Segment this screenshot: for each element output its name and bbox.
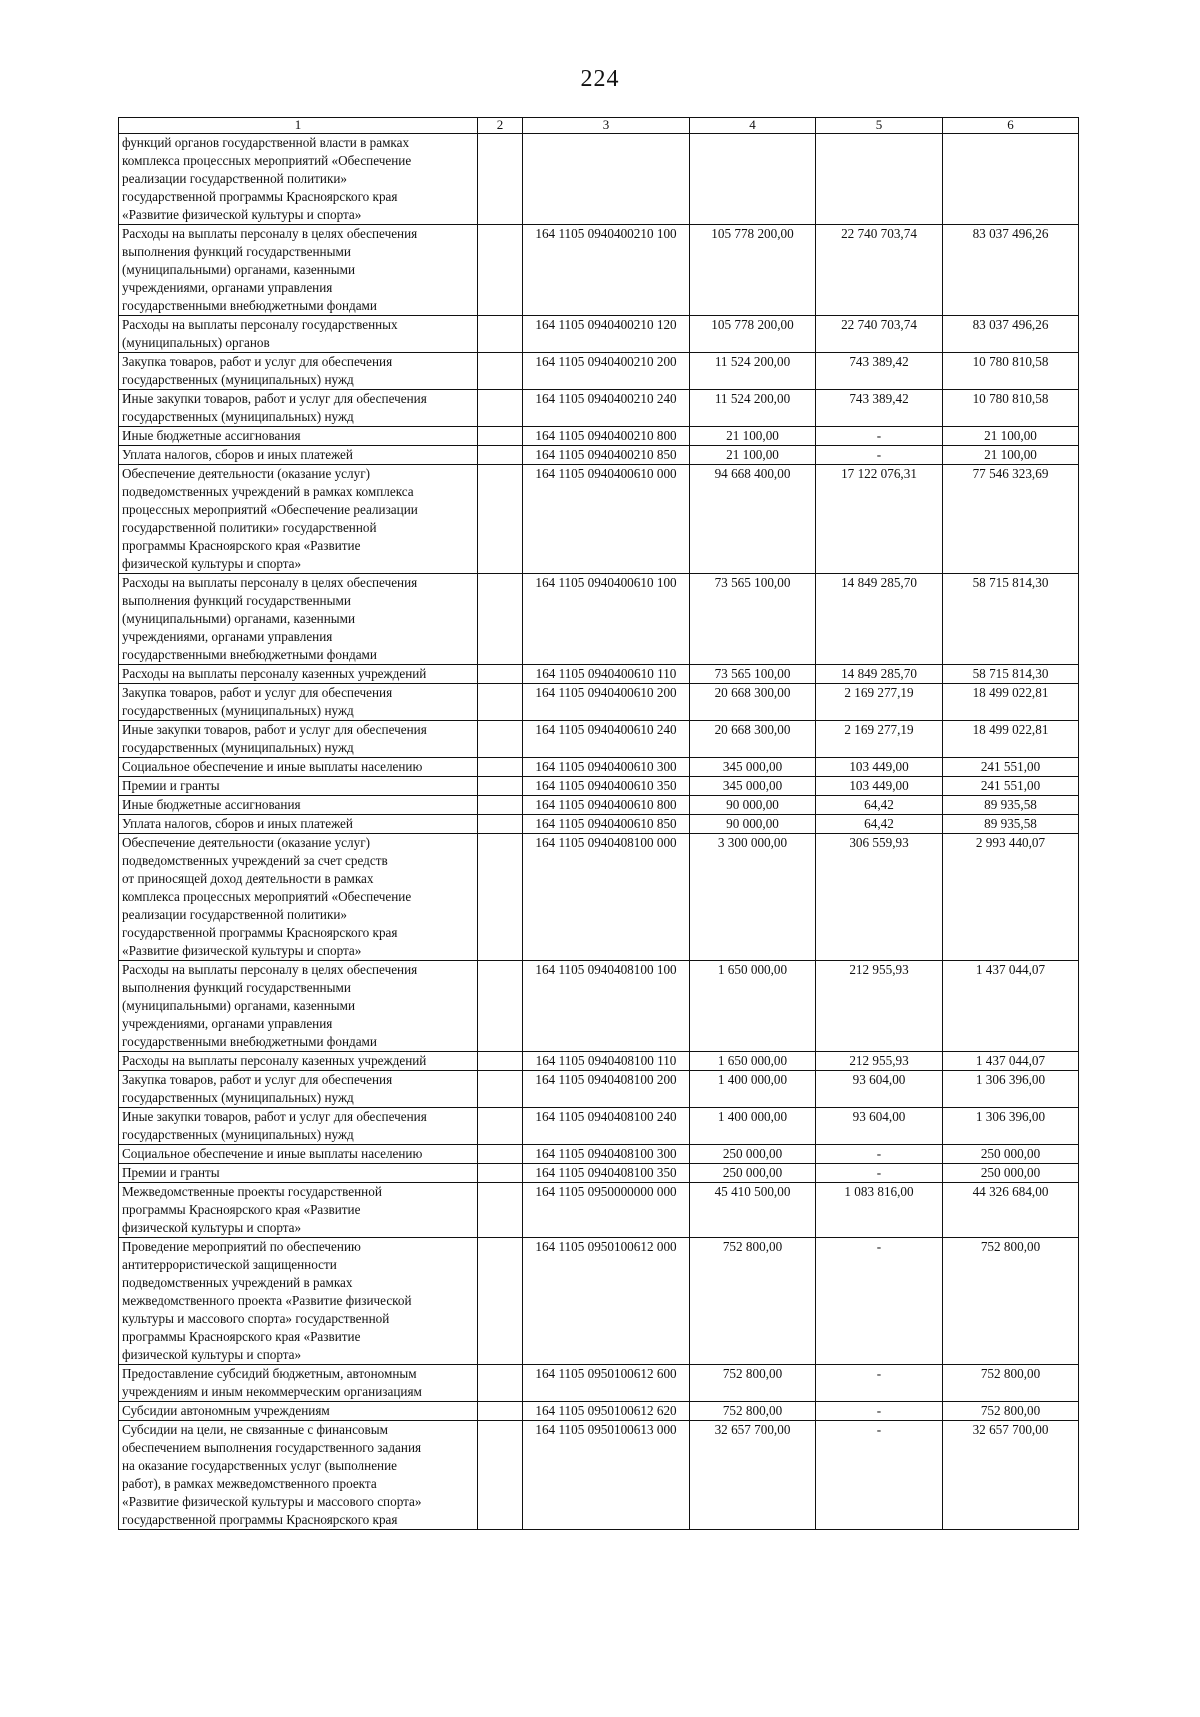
row-name-line: Иные бюджетные ассигнования xyxy=(122,428,301,443)
row-name-cell xyxy=(119,225,478,316)
table-row xyxy=(119,1238,1079,1365)
row-code-cell: 164 1105 0940408100 300 xyxy=(523,1145,690,1164)
row-remaining-cell: 1 306 396,00 xyxy=(943,1108,1079,1145)
row-remaining-cell: 32 657 700,00 xyxy=(943,1421,1079,1530)
row-code-cell: 164 1105 0940400210 100 xyxy=(523,225,690,316)
row-name-cell xyxy=(119,1145,478,1164)
row-remaining-cell: 241 551,00 xyxy=(943,758,1079,777)
row-name-line: выполнения функций государственными xyxy=(122,244,351,259)
table-row xyxy=(119,815,1079,834)
row-code-cell: 164 1105 0940400610 850 xyxy=(523,815,690,834)
row-plan-cell: 250 000,00 xyxy=(690,1164,816,1183)
table-row xyxy=(119,134,1079,225)
row-name-line: программы Красноярского края «Развитие xyxy=(122,1329,361,1344)
row-plan-cell: 94 668 400,00 xyxy=(690,465,816,574)
row-name-line: «Развитие физической культуры и спорта» xyxy=(122,207,362,222)
row-code-cell: 164 1105 0950100612 620 xyxy=(523,1402,690,1421)
row-plan-cell: 1 400 000,00 xyxy=(690,1071,816,1108)
row-executed-cell: 93 604,00 xyxy=(816,1071,943,1108)
row-remaining-cell: 89 935,58 xyxy=(943,815,1079,834)
row-code-cell: 164 1105 0940408100 100 xyxy=(523,961,690,1052)
table-row xyxy=(119,446,1079,465)
row-code-cell: 164 1105 0940400610 200 xyxy=(523,684,690,721)
row-name-line: от приносящей доход деятельности в рамках xyxy=(122,871,374,886)
row-col2-cell xyxy=(478,777,523,796)
row-name-line: обеспечением выполнения государственного задания xyxy=(122,1440,422,1455)
row-name-cell xyxy=(119,665,478,684)
row-name-line: Расходы на выплаты персоналу в целях обеспечения xyxy=(122,962,418,977)
row-name-cell xyxy=(119,1402,478,1421)
row-name-line: Иные закупки товаров, работ и услуг для обеспечения xyxy=(122,1109,427,1124)
table-row xyxy=(119,1365,1079,1402)
row-name-line: Иные закупки товаров, работ и услуг для обеспечения xyxy=(122,391,427,406)
row-plan-cell: 11 524 200,00 xyxy=(690,353,816,390)
row-plan-cell: 3 300 000,00 xyxy=(690,834,816,961)
column-header: 4 xyxy=(690,118,816,134)
row-plan-cell xyxy=(690,134,816,225)
table-row xyxy=(119,1145,1079,1164)
table-row xyxy=(119,574,1079,665)
row-name-line: программы Красноярского края «Развитие xyxy=(122,538,361,553)
row-name-line: Субсидии автономным учреждениям xyxy=(122,1403,330,1418)
row-remaining-cell: 89 935,58 xyxy=(943,796,1079,815)
row-executed-cell: - xyxy=(816,1421,943,1530)
row-name-line: Расходы на выплаты персоналу в целях обеспечения xyxy=(122,575,418,590)
row-name-line: физической культуры и спорта» xyxy=(122,1220,302,1235)
row-name-line: «Развитие физической культуры и массового спорта» xyxy=(122,1494,422,1509)
row-name-line: Закупка товаров, работ и услуг для обеспечения xyxy=(122,1072,393,1087)
row-executed-cell: 212 955,93 xyxy=(816,1052,943,1071)
table-row xyxy=(119,1071,1079,1108)
row-plan-cell: 345 000,00 xyxy=(690,777,816,796)
row-name-cell xyxy=(119,758,478,777)
row-name-cell xyxy=(119,777,478,796)
row-col2-cell xyxy=(478,1145,523,1164)
row-plan-cell: 21 100,00 xyxy=(690,427,816,446)
row-plan-cell: 1 650 000,00 xyxy=(690,1052,816,1071)
row-code-cell: 164 1105 0940400610 300 xyxy=(523,758,690,777)
row-plan-cell: 90 000,00 xyxy=(690,815,816,834)
row-name-line: выполнения функций государственными xyxy=(122,980,351,995)
row-name-cell xyxy=(119,796,478,815)
row-name-line: Иные бюджетные ассигнования xyxy=(122,797,301,812)
row-col2-cell xyxy=(478,465,523,574)
row-name-cell xyxy=(119,353,478,390)
row-col2-cell xyxy=(478,1108,523,1145)
row-name-line: Межведомственные проекты государственной xyxy=(122,1184,382,1199)
table-row xyxy=(119,225,1079,316)
row-executed-cell: 14 849 285,70 xyxy=(816,574,943,665)
table-row xyxy=(119,465,1079,574)
row-name-cell xyxy=(119,134,478,225)
row-executed-cell: - xyxy=(816,1145,943,1164)
column-header: 1 xyxy=(119,118,478,134)
row-name-line: культуры и массового спорта» государственной xyxy=(122,1311,390,1326)
row-name-line: Обеспечение деятельности (оказание услуг) xyxy=(122,835,371,850)
row-name-cell xyxy=(119,390,478,427)
row-plan-cell: 90 000,00 xyxy=(690,796,816,815)
table-row xyxy=(119,316,1079,353)
row-name-line: Расходы на выплаты персоналу казенных учреждений xyxy=(122,1053,427,1068)
row-code-cell: 164 1105 0940400610 240 xyxy=(523,721,690,758)
row-plan-cell: 73 565 100,00 xyxy=(690,665,816,684)
row-name-line: государственной политики» государственной xyxy=(122,520,377,535)
table-header-row xyxy=(119,118,1079,134)
row-plan-cell: 32 657 700,00 xyxy=(690,1421,816,1530)
row-executed-cell: 743 389,42 xyxy=(816,390,943,427)
row-remaining-cell: 752 800,00 xyxy=(943,1402,1079,1421)
row-code-cell: 164 1105 0940400610 800 xyxy=(523,796,690,815)
row-name-line: комплекса процессных мероприятий «Обеспечение xyxy=(122,153,412,168)
row-name-line: учреждениями, органами управления xyxy=(122,1016,333,1031)
row-name-line: Закупка товаров, работ и услуг для обеспечения xyxy=(122,685,393,700)
row-name-line: Уплата налогов, сборов и иных платежей xyxy=(122,447,353,462)
row-col2-cell xyxy=(478,1183,523,1238)
row-name-line: государственной программы Красноярского края xyxy=(122,925,398,940)
row-remaining-cell: 10 780 810,58 xyxy=(943,353,1079,390)
row-executed-cell: - xyxy=(816,1164,943,1183)
row-name-line: Обеспечение деятельности (оказание услуг) xyxy=(122,466,371,481)
row-code-cell: 164 1105 0940408100 110 xyxy=(523,1052,690,1071)
row-remaining-cell: 752 800,00 xyxy=(943,1365,1079,1402)
row-name-line: выполнения функций государственными xyxy=(122,593,351,608)
row-col2-cell xyxy=(478,665,523,684)
row-name-line: (муниципальных) органов xyxy=(122,335,270,350)
row-executed-cell: 2 169 277,19 xyxy=(816,721,943,758)
row-name-line: (муниципальными) органами, казенными xyxy=(122,998,356,1013)
row-code-cell: 164 1105 0940400610 110 xyxy=(523,665,690,684)
row-plan-cell: 20 668 300,00 xyxy=(690,721,816,758)
row-name-line: реализации государственной политики» xyxy=(122,907,348,922)
row-name-line: программы Красноярского края «Развитие xyxy=(122,1202,361,1217)
row-col2-cell xyxy=(478,446,523,465)
table-row xyxy=(119,834,1079,961)
row-plan-cell: 345 000,00 xyxy=(690,758,816,777)
table-row xyxy=(119,353,1079,390)
row-name-line: Расходы на выплаты персоналу казенных учреждений xyxy=(122,666,427,681)
row-name-line: подведомственных учреждений в рамках комплекса xyxy=(122,484,414,499)
table-row xyxy=(119,665,1079,684)
budget-table xyxy=(118,117,1079,1530)
row-remaining-cell: 44 326 684,00 xyxy=(943,1183,1079,1238)
column-header: 6 xyxy=(943,118,1079,134)
row-col2-cell xyxy=(478,353,523,390)
row-name-cell xyxy=(119,815,478,834)
row-col2-cell xyxy=(478,684,523,721)
row-name-cell xyxy=(119,427,478,446)
row-name-line: (муниципальными) органами, казенными xyxy=(122,262,356,277)
row-name-line: Расходы на выплаты персоналу в целях обеспечения xyxy=(122,226,418,241)
row-code-cell: 164 1105 0940400210 850 xyxy=(523,446,690,465)
row-executed-cell: 14 849 285,70 xyxy=(816,665,943,684)
row-executed-cell: 212 955,93 xyxy=(816,961,943,1052)
column-header: 3 xyxy=(523,118,690,134)
row-name-cell xyxy=(119,316,478,353)
row-plan-cell: 752 800,00 xyxy=(690,1365,816,1402)
table-row xyxy=(119,758,1079,777)
table-row xyxy=(119,1183,1079,1238)
row-code-cell: 164 1105 0940408100 350 xyxy=(523,1164,690,1183)
row-name-line: государственными внебюджетными фондами xyxy=(122,298,377,313)
table-row xyxy=(119,777,1079,796)
row-name-line: антитеррористической защищенности xyxy=(122,1257,337,1272)
row-code-cell: 164 1105 0940400610 350 xyxy=(523,777,690,796)
row-remaining-cell: 241 551,00 xyxy=(943,777,1079,796)
row-col2-cell xyxy=(478,1365,523,1402)
row-code-cell: 164 1105 0950100613 000 xyxy=(523,1421,690,1530)
row-name-cell xyxy=(119,1365,478,1402)
row-plan-cell: 45 410 500,00 xyxy=(690,1183,816,1238)
row-remaining-cell: 1 306 396,00 xyxy=(943,1071,1079,1108)
row-col2-cell xyxy=(478,134,523,225)
row-executed-cell: - xyxy=(816,1402,943,1421)
row-col2-cell xyxy=(478,961,523,1052)
row-col2-cell xyxy=(478,1238,523,1365)
table-row xyxy=(119,427,1079,446)
row-executed-cell: 17 122 076,31 xyxy=(816,465,943,574)
row-code-cell: 164 1105 0950100612 000 xyxy=(523,1238,690,1365)
row-plan-cell: 105 778 200,00 xyxy=(690,225,816,316)
row-code-cell: 164 1105 0940400210 120 xyxy=(523,316,690,353)
row-name-line: физической культуры и спорта» xyxy=(122,556,302,571)
row-remaining-cell: 18 499 022,81 xyxy=(943,684,1079,721)
row-name-cell xyxy=(119,961,478,1052)
row-col2-cell xyxy=(478,427,523,446)
row-name-line: физической культуры и спорта» xyxy=(122,1347,302,1362)
row-code-cell: 164 1105 0940408100 200 xyxy=(523,1071,690,1108)
row-name-line: государственных (муниципальных) нужд xyxy=(122,409,354,424)
row-remaining-cell: 10 780 810,58 xyxy=(943,390,1079,427)
row-name-line: Расходы на выплаты персоналу государственных xyxy=(122,317,398,332)
row-code-cell xyxy=(523,134,690,225)
row-name-cell xyxy=(119,684,478,721)
row-col2-cell xyxy=(478,390,523,427)
row-name-line: межведомственного проекта «Развитие физической xyxy=(122,1293,412,1308)
row-name-cell xyxy=(119,1421,478,1530)
column-header: 5 xyxy=(816,118,943,134)
row-name-line: учреждениям и иным некоммерческим организациям xyxy=(122,1384,422,1399)
row-remaining-cell: 752 800,00 xyxy=(943,1238,1079,1365)
row-name-line: Социальное обеспечение и иные выплаты населению xyxy=(122,1146,423,1161)
row-name-line: Проведение мероприятий по обеспечению xyxy=(122,1239,361,1254)
row-code-cell: 164 1105 0940408100 000 xyxy=(523,834,690,961)
row-executed-cell: - xyxy=(816,1238,943,1365)
row-remaining-cell xyxy=(943,134,1079,225)
row-name-line: на оказание государственных услуг (выполнение xyxy=(122,1458,398,1473)
row-executed-cell: 1 083 816,00 xyxy=(816,1183,943,1238)
row-remaining-cell: 83 037 496,26 xyxy=(943,225,1079,316)
row-plan-cell: 21 100,00 xyxy=(690,446,816,465)
row-executed-cell: 743 389,42 xyxy=(816,353,943,390)
row-executed-cell: 22 740 703,74 xyxy=(816,225,943,316)
row-col2-cell xyxy=(478,834,523,961)
table-row xyxy=(119,961,1079,1052)
row-plan-cell: 1 400 000,00 xyxy=(690,1108,816,1145)
table-row xyxy=(119,390,1079,427)
table-row xyxy=(119,796,1079,815)
row-remaining-cell: 58 715 814,30 xyxy=(943,665,1079,684)
row-name-line: подведомственных учреждений за счет средств xyxy=(122,853,388,868)
table-row xyxy=(119,721,1079,758)
row-remaining-cell: 83 037 496,26 xyxy=(943,316,1079,353)
row-name-line: «Развитие физической культуры и спорта» xyxy=(122,943,362,958)
row-executed-cell: 22 740 703,74 xyxy=(816,316,943,353)
row-remaining-cell: 21 100,00 xyxy=(943,427,1079,446)
row-name-line: Закупка товаров, работ и услуг для обеспечения xyxy=(122,354,393,369)
row-remaining-cell: 1 437 044,07 xyxy=(943,1052,1079,1071)
row-name-line: Субсидии на цели, не связанные с финансовым xyxy=(122,1422,388,1437)
row-name-cell xyxy=(119,465,478,574)
row-executed-cell: 103 449,00 xyxy=(816,758,943,777)
row-name-cell xyxy=(119,1052,478,1071)
row-plan-cell: 250 000,00 xyxy=(690,1145,816,1164)
row-name-line: Премии и гранты xyxy=(122,1165,220,1180)
row-name-line: государственной программы Красноярского края xyxy=(122,1512,398,1527)
row-name-line: функций органов государственной власти в рамках xyxy=(122,135,410,150)
row-plan-cell: 105 778 200,00 xyxy=(690,316,816,353)
row-executed-cell: 64,42 xyxy=(816,796,943,815)
table-row xyxy=(119,1421,1079,1530)
column-header: 2 xyxy=(478,118,523,134)
row-name-cell xyxy=(119,574,478,665)
row-name-cell xyxy=(119,721,478,758)
row-executed-cell: 103 449,00 xyxy=(816,777,943,796)
row-remaining-cell: 77 546 323,69 xyxy=(943,465,1079,574)
table-body xyxy=(119,134,1079,1530)
row-code-cell: 164 1105 0940408100 240 xyxy=(523,1108,690,1145)
table-row xyxy=(119,684,1079,721)
row-executed-cell: 64,42 xyxy=(816,815,943,834)
row-executed-cell: - xyxy=(816,1365,943,1402)
row-remaining-cell: 18 499 022,81 xyxy=(943,721,1079,758)
row-code-cell: 164 1105 0940400210 200 xyxy=(523,353,690,390)
row-name-line: Социальное обеспечение и иные выплаты населению xyxy=(122,759,423,774)
row-code-cell: 164 1105 0940400610 000 xyxy=(523,465,690,574)
row-name-line: государственных (муниципальных) нужд xyxy=(122,1127,354,1142)
row-name-line: Предоставление субсидий бюджетным, автономным xyxy=(122,1366,417,1381)
row-name-line: (муниципальными) органами, казенными xyxy=(122,611,356,626)
row-name-line: Иные закупки товаров, работ и услуг для обеспечения xyxy=(122,722,427,737)
row-name-line: учреждениями, органами управления xyxy=(122,280,333,295)
row-executed-cell: 306 559,93 xyxy=(816,834,943,961)
row-name-line: процессных мероприятий «Обеспечение реализации xyxy=(122,502,418,517)
row-col2-cell xyxy=(478,815,523,834)
row-name-line: работ), в рамках межведомственного проекта xyxy=(122,1476,377,1491)
row-code-cell: 164 1105 0950000000 000 xyxy=(523,1183,690,1238)
row-col2-cell xyxy=(478,1402,523,1421)
row-code-cell: 164 1105 0950100612 600 xyxy=(523,1365,690,1402)
row-name-line: реализации государственной политики» xyxy=(122,171,348,186)
row-col2-cell xyxy=(478,758,523,777)
row-name-cell xyxy=(119,1238,478,1365)
row-name-line: Премии и гранты xyxy=(122,778,220,793)
row-executed-cell: 93 604,00 xyxy=(816,1108,943,1145)
row-name-line: государственными внебюджетными фондами xyxy=(122,647,377,662)
row-remaining-cell: 21 100,00 xyxy=(943,446,1079,465)
row-name-line: подведомственных учреждений в рамках xyxy=(122,1275,353,1290)
row-remaining-cell: 250 000,00 xyxy=(943,1164,1079,1183)
row-remaining-cell: 58 715 814,30 xyxy=(943,574,1079,665)
row-col2-cell xyxy=(478,1421,523,1530)
row-executed-cell: 2 169 277,19 xyxy=(816,684,943,721)
row-plan-cell: 752 800,00 xyxy=(690,1238,816,1365)
row-name-line: Уплата налогов, сборов и иных платежей xyxy=(122,816,353,831)
row-name-line: учреждениями, органами управления xyxy=(122,629,333,644)
row-name-cell xyxy=(119,1071,478,1108)
row-col2-cell xyxy=(478,225,523,316)
row-name-line: государственными внебюджетными фондами xyxy=(122,1034,377,1049)
row-name-line: государственных (муниципальных) нужд xyxy=(122,703,354,718)
row-executed-cell xyxy=(816,134,943,225)
table-row xyxy=(119,1108,1079,1145)
row-col2-cell xyxy=(478,1052,523,1071)
row-remaining-cell: 250 000,00 xyxy=(943,1145,1079,1164)
table-row xyxy=(119,1402,1079,1421)
row-executed-cell: - xyxy=(816,446,943,465)
row-remaining-cell: 1 437 044,07 xyxy=(943,961,1079,1052)
row-plan-cell: 1 650 000,00 xyxy=(690,961,816,1052)
table-row xyxy=(119,1164,1079,1183)
row-name-line: государственных (муниципальных) нужд xyxy=(122,372,354,387)
row-code-cell: 164 1105 0940400610 100 xyxy=(523,574,690,665)
row-col2-cell xyxy=(478,1164,523,1183)
row-executed-cell: - xyxy=(816,427,943,446)
row-name-cell xyxy=(119,1183,478,1238)
row-name-cell xyxy=(119,446,478,465)
row-plan-cell: 73 565 100,00 xyxy=(690,574,816,665)
row-code-cell: 164 1105 0940400210 240 xyxy=(523,390,690,427)
table-row xyxy=(119,1052,1079,1071)
row-code-cell: 164 1105 0940400210 800 xyxy=(523,427,690,446)
row-name-line: государственной программы Красноярского края xyxy=(122,189,398,204)
row-name-line: государственных (муниципальных) нужд xyxy=(122,740,354,755)
row-plan-cell: 752 800,00 xyxy=(690,1402,816,1421)
row-col2-cell xyxy=(478,574,523,665)
row-col2-cell xyxy=(478,796,523,815)
row-col2-cell xyxy=(478,721,523,758)
row-name-cell xyxy=(119,1164,478,1183)
page-number: 224 xyxy=(580,66,620,92)
row-col2-cell xyxy=(478,316,523,353)
row-remaining-cell: 2 993 440,07 xyxy=(943,834,1079,961)
row-name-line: государственных (муниципальных) нужд xyxy=(122,1090,354,1105)
row-name-line: комплекса процессных мероприятий «Обеспечение xyxy=(122,889,412,904)
row-plan-cell: 20 668 300,00 xyxy=(690,684,816,721)
row-name-cell xyxy=(119,1108,478,1145)
row-col2-cell xyxy=(478,1071,523,1108)
row-name-cell xyxy=(119,834,478,961)
row-plan-cell: 11 524 200,00 xyxy=(690,390,816,427)
